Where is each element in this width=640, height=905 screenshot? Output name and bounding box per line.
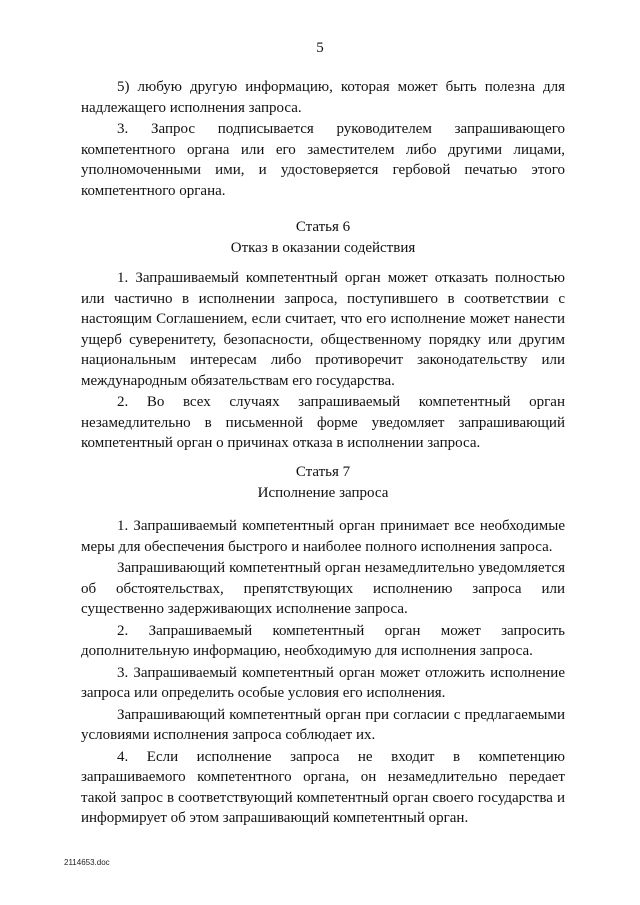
page-number: 5 [316, 40, 324, 56]
paragraph: 1. Запрашиваемый компетентный орган принимает все необходимые меры для обеспечения быстрого и наиболее полного исполнения запроса. [81, 518, 565, 555]
article-number: Статья 6 [295, 219, 351, 235]
top-section [81, 77, 565, 202]
paragraph: 3. Запрос подписывается руководителем запрашивающего компетентного органа или его заместителем либо другими лицами, уполномоченными ими, и удостоверяется гербовой печатью этого компетентного органа. [81, 121, 565, 199]
article-title: Отказ в оказании содействия [230, 239, 416, 256]
article-6 [81, 217, 565, 258]
paragraph: 5) любую другую информацию, которая может быть полезна для надлежащего исполнения запроса. [81, 79, 565, 116]
article-7 [81, 462, 565, 503]
paragraph: 4. Если исполнение запроса не входит в компетенцию запрашиваемого компетентного органа, он незамедлительно передает такой запрос в соответствующий компетентный орган своего государства и информирует об этом запрашивающий компетентный орган. [81, 748, 565, 826]
paragraph: 3. Запрашиваемый компетентный орган может отложить исполнение запроса или определить особые условия его исполнения. [81, 664, 565, 701]
document-file-id: 2114653.doc [64, 858, 110, 867]
paragraph: 2. Во всех случаях запрашиваемый компетентный орган незамедлительно в письменной форме уведомляет запрашивающий компетентный орган о причинах отказа в исполнении запроса. [81, 394, 565, 451]
article-title: Исполнение запроса [257, 484, 389, 501]
paragraph: 2. Запрашиваемый компетентный орган может запросить дополнительную информацию, необходимую для исполнения запроса. [81, 622, 565, 659]
article-6-body [81, 268, 565, 455]
paragraph: 1. Запрашиваемый компетентный орган может отказать полностью или частично в исполнении запроса, поступившего в соответствии с настоящим Соглашением, если считает, что его исполнение может нанести ущерб суверенитету, безопасности, общественному порядку или другим национальным интересам либо противоречит законодательству или международным обязательствам его государства. [81, 270, 565, 389]
paragraph: Запрашивающий компетентный орган при согласии с предлагаемыми условиями исполнения запроса соблюдает их. [81, 706, 565, 743]
article-number: Статья 7 [295, 464, 351, 480]
paragraph: Запрашивающий компетентный орган незамедлительно уведомляется об обстоятельствах, препятствующих исполнению запроса или существенно задерживающих исполнение запроса. [81, 560, 565, 617]
article-7-body [81, 516, 565, 830]
